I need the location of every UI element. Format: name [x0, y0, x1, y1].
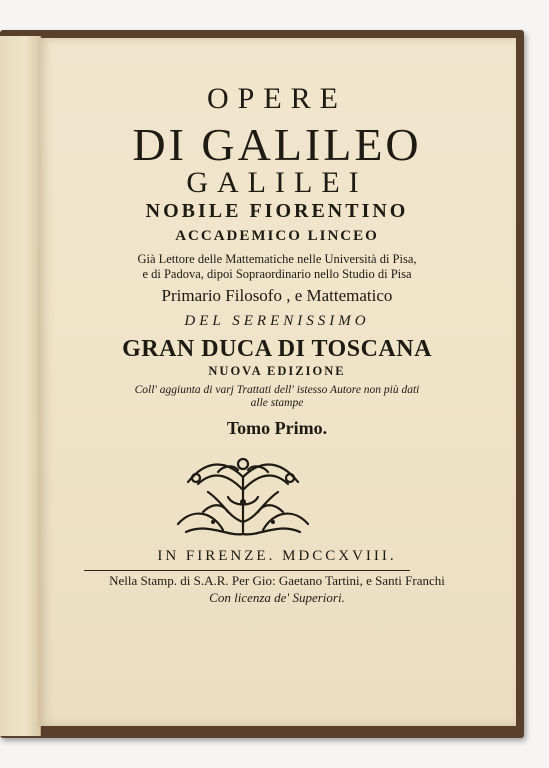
printer-line: Nella Stamp. di S.A.R. Per Gio: Gaetano Tartini, e Santi Franchi	[109, 573, 445, 588]
licenza-line: Con licenza de' Superiori.	[209, 590, 345, 605]
imprint-line: IN FIRENZE. MDCCXVIII.	[157, 548, 397, 564]
title-line-di-galileo: DI GALILEO	[132, 119, 422, 170]
title-line-tomo-primo: Tomo Primo.	[226, 418, 328, 438]
title-line-lettore-2: e di Padova, dipoi Sopraordinario nello Studio di Pisa	[142, 267, 412, 281]
title-line-primario-filosofo: Primario Filosofo , e Mattematico	[161, 286, 393, 305]
title-line-accademico-linceo: ACCADEMICO LINCEO	[175, 228, 379, 244]
title-line-nobile-fiorentino: NOBILE FIORENTINO	[145, 200, 409, 222]
imprint-rule	[84, 570, 410, 571]
title-line-gran-duca: GRAN DUCA DI TOSCANA	[122, 336, 432, 362]
title-line-lettore-1: Già Lettore delle Mattematiche nelle Università di Pisa,	[137, 252, 417, 266]
title-line-aggiunta-2: alle stampe	[250, 397, 304, 409]
facing-page-edge	[0, 36, 41, 736]
title-line-del-serenissimo: DEL SERENISSIMO	[184, 313, 370, 329]
title-line-galilei: GALILEI	[186, 166, 368, 199]
printers-ornament-icon	[168, 452, 318, 544]
title-line-aggiunta-1: Coll' aggiunta di varj Trattati dell' istesso Autore non più dati	[134, 384, 420, 396]
title-line-opere: OPERE	[206, 82, 347, 115]
title-line-nuova-edizione: NUOVA EDIZIONE	[208, 364, 346, 378]
